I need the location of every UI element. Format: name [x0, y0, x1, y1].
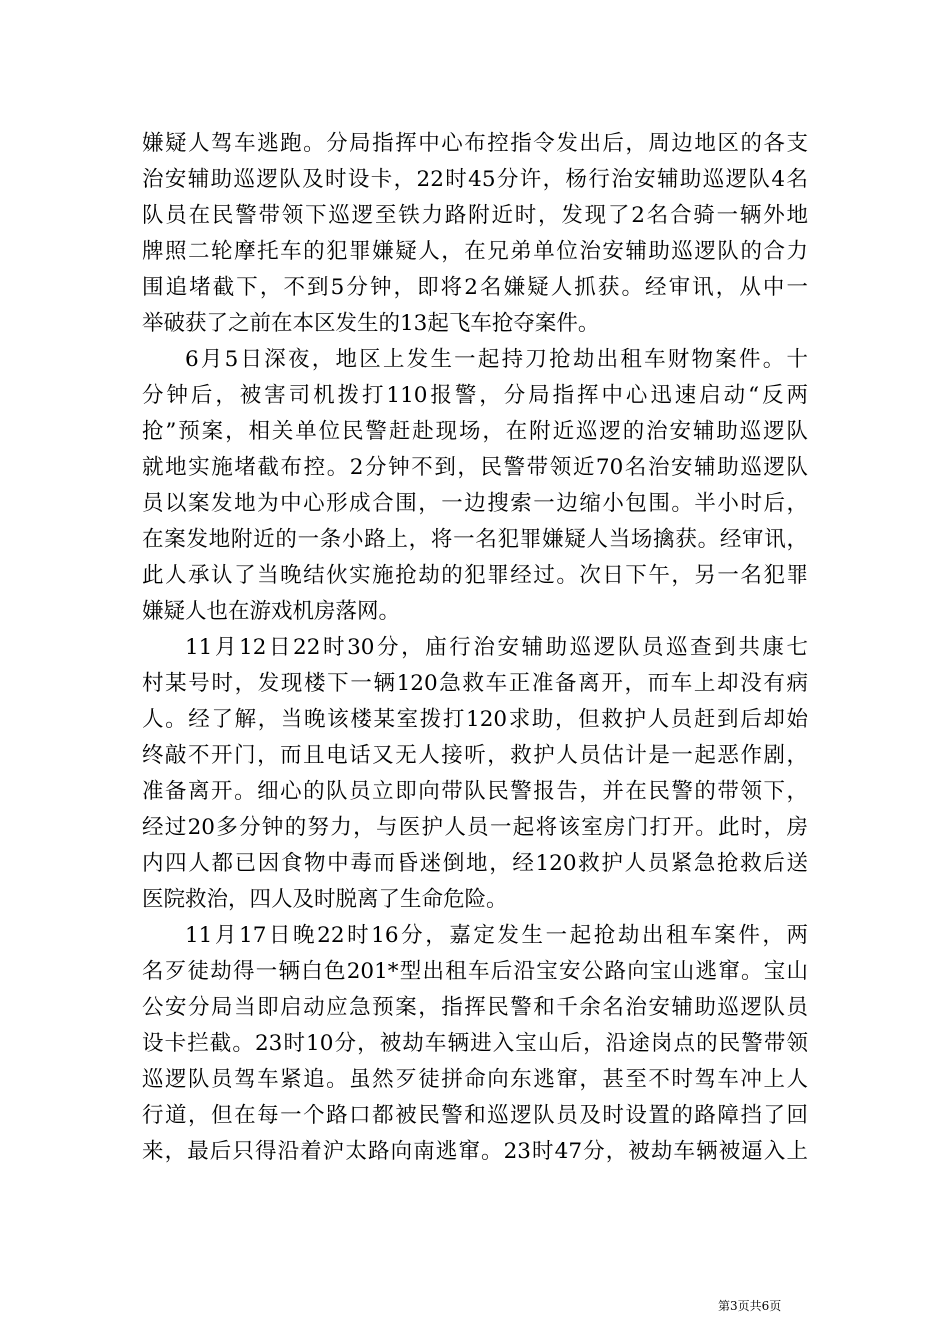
text-line: 医院救治，四人及时脱离了生命危险。 — [142, 887, 508, 912]
text-line: 嫌疑人也在游戏机房落网。 — [142, 599, 401, 624]
text-line: 人。经了解，当晚该楼某室拨打120求助，但救护人员赶到后却始 — [142, 707, 808, 732]
text-line: 治安辅助巡逻队及时设卡，22时45分许，杨行治安辅助巡逻队4名 — [142, 167, 808, 192]
text-line: 设卡拦截。23时10分，被劫车辆进入宝山后，沿途岗点的民警带领 — [142, 1031, 808, 1056]
text-line: 抢”预案，相关单位民警赶赴现场，在附近巡逻的治安辅助巡逻队 — [142, 419, 808, 444]
text-line: 嫌疑人驾车逃跑。分局指挥中心布控指令发出后，周边地区的各支 — [142, 131, 808, 156]
text-line: 村某号时，发现楼下一辆120急救车正准备离开，而车上却没有病 — [142, 671, 808, 696]
text-line: 队员在民警带领下巡逻至铁力路附近时，发现了2名合骑一辆外地 — [142, 203, 808, 228]
text-line: 牌照二轮摩托车的犯罪嫌疑人，在兄弟单位治安辅助巡逻队的合力 — [142, 239, 808, 264]
text-line: 员以案发地为中心形成合围，一边搜索一边缩小包围。半小时后， — [142, 491, 808, 516]
text-line: 6月5日深夜，地区上发生一起持刀抢劫出租车财物案件。十 — [185, 347, 808, 372]
text-line: 就地实施堵截布控。2分钟不到，民警带领近70名治安辅助巡逻队 — [142, 455, 808, 480]
text-line: 来，最后只得沿着沪太路向南逃窜。23时47分，被劫车辆被逼入上 — [142, 1139, 808, 1164]
page-number: 第3页共6页 — [718, 1299, 782, 1313]
text-line: 终敲不开门，而且电话又无人接听，救护人员估计是一起恶作剧， — [142, 743, 808, 768]
text-line: 11月12日22时30分，庙行治安辅助巡逻队员巡查到共康七 — [185, 635, 808, 660]
text-line: 行道，但在每一个路口都被民警和巡逻队员及时设置的路障挡了回 — [142, 1103, 808, 1128]
text-line: 内四人都已因食物中毒而昏迷倒地，经120救护人员紧急抢救后送 — [142, 851, 808, 876]
text-line: 此人承认了当晚结伙实施抢劫的犯罪经过。次日下午，另一名犯罪 — [142, 563, 808, 588]
text-line: 名歹徒劫得一辆白色201*型出租车后沿宝安公路向宝山逃窜。宝山 — [142, 959, 808, 984]
text-line: 举破获了之前在本区发生的13起飞车抢夺案件。 — [142, 311, 600, 336]
text-line: 巡逻队员驾车紧追。虽然歹徒拼命向东逃窜，甚至不时驾车冲上人 — [142, 1067, 808, 1092]
text-line: 分钟后，被害司机拨打110报警，分局指挥中心迅速启动“反两 — [142, 383, 808, 408]
text-line: 围追堵截下，不到5分钟，即将2名嫌疑人抓获。经审讯，从中一 — [142, 275, 808, 300]
text-line: 11月17日晚22时16分，嘉定发生一起抢劫出租车案件，两 — [185, 923, 808, 948]
text-line: 公安分局当即启动应急预案，指挥民警和千余名治安辅助巡逻队员 — [142, 995, 808, 1020]
text-line: 经过20多分钟的努力，与医护人员一起将该室房门打开。此时，房 — [142, 815, 808, 840]
text-line: 准备离开。细心的队员立即向带队民警报告，并在民警的带领下， — [142, 779, 808, 804]
text-line: 在案发地附近的一条小路上，将一名犯罪嫌疑人当场擒获。经审讯， — [142, 527, 808, 552]
